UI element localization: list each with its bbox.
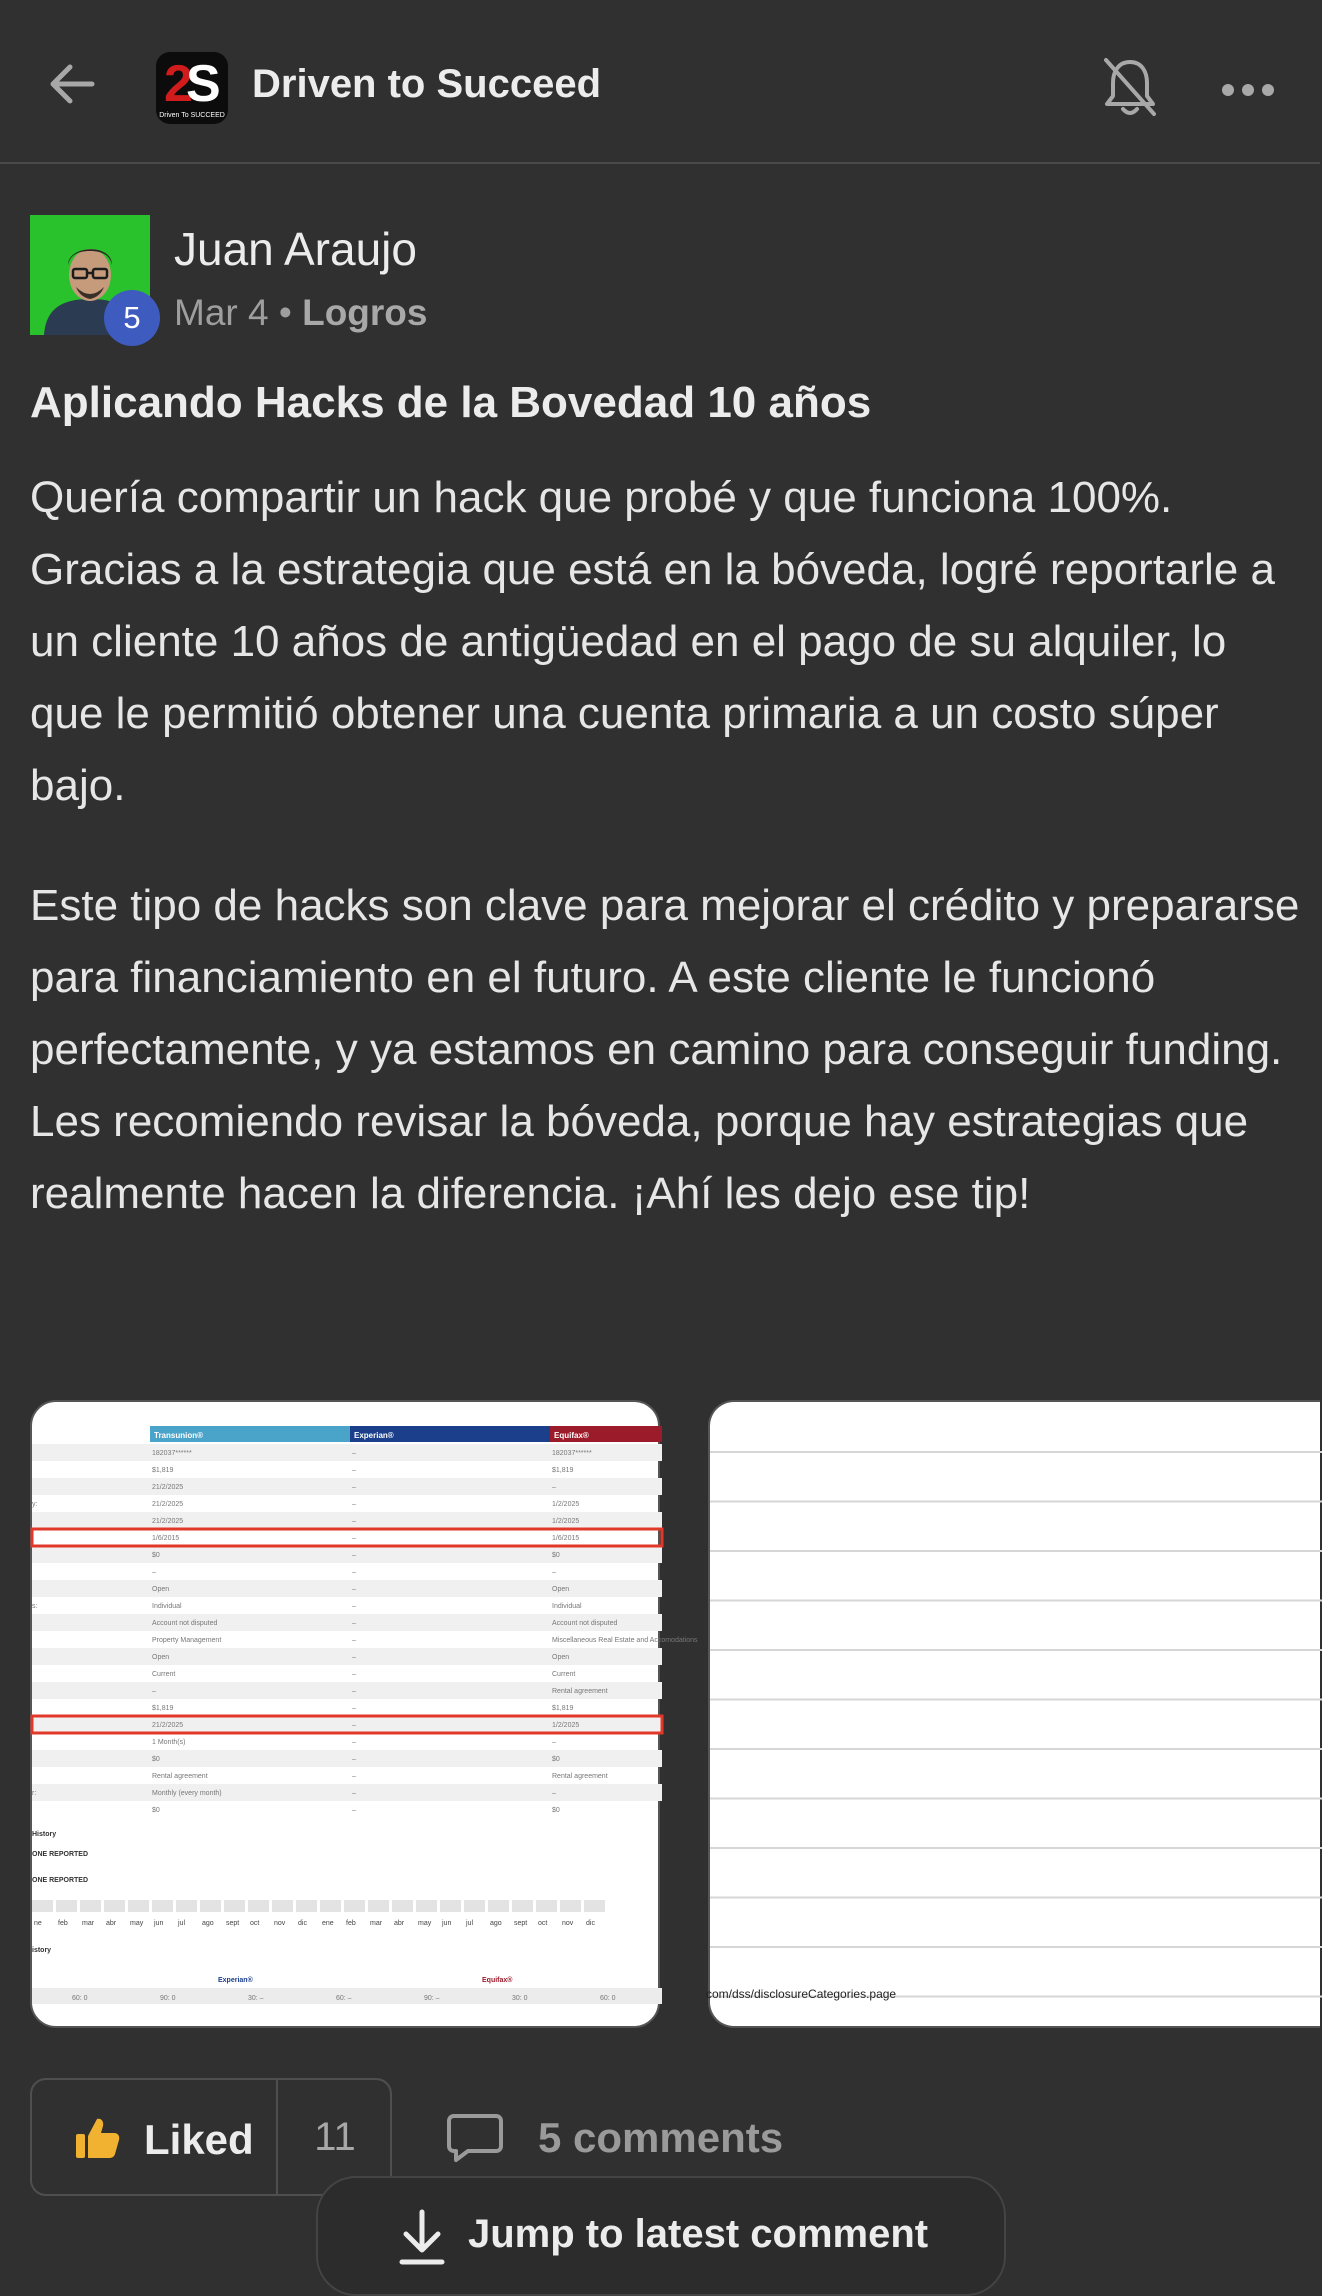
table-cell: $0 bbox=[152, 1552, 160, 1559]
table-cell: – bbox=[352, 1654, 356, 1661]
month-cell bbox=[488, 1900, 509, 1912]
back-button[interactable] bbox=[44, 56, 100, 112]
table-cell: 21/2/2025 bbox=[152, 1484, 184, 1491]
table-cell: – bbox=[552, 1484, 556, 1491]
table-cell: – bbox=[352, 1484, 356, 1491]
table-cell: 60: 0 bbox=[600, 1995, 616, 2002]
group-logo[interactable] bbox=[156, 52, 228, 124]
post-category[interactable]: Logros bbox=[302, 292, 428, 333]
disclosure-url: com/dss/disclosureCategories.page bbox=[706, 1987, 897, 2001]
table-cell: $0 bbox=[152, 1756, 160, 1763]
table-cell: 90: – bbox=[424, 1995, 440, 2002]
jump-label: Jump to latest comment bbox=[468, 2212, 929, 2256]
month-label: ene bbox=[322, 1920, 334, 1927]
table-cell: r: bbox=[32, 1790, 37, 1797]
month-label: feb bbox=[58, 1920, 68, 1927]
meta-separator: • bbox=[268, 292, 303, 333]
notifications-toggle[interactable] bbox=[1100, 56, 1160, 120]
bureau-label: Transunion® bbox=[154, 1431, 204, 1440]
table-cell: Miscellaneous Real Estate and Accomodations bbox=[552, 1637, 698, 1644]
table-cell: Open bbox=[552, 1586, 570, 1593]
table-cell: – bbox=[352, 1637, 356, 1644]
month-cell bbox=[392, 1900, 413, 1912]
section-label: ONE REPORTED bbox=[32, 1877, 89, 1884]
table-cell: Account not disputed bbox=[552, 1620, 618, 1627]
post-paragraph: Quería compartir un hack que probé y que funciona 100%. Gracias a la estrategia que está en la bóveda, logré reportarle a un cliente 10 años de antigüedad en el pago de su alquiler, lo que le permitió obtener una cuenta primaria a un costo súper bajo. bbox=[30, 473, 1275, 810]
month-cell bbox=[56, 1900, 77, 1912]
table-cell: – bbox=[352, 1586, 356, 1593]
table-cell: Rental agreement bbox=[152, 1773, 208, 1780]
month-cell bbox=[200, 1900, 221, 1912]
table-cell: – bbox=[152, 1688, 156, 1695]
month-label: abr bbox=[394, 1920, 405, 1927]
liked-button[interactable] bbox=[32, 2080, 276, 2194]
table-cell: Current bbox=[552, 1671, 576, 1678]
arrow-down-to-line-icon bbox=[394, 2208, 450, 2268]
month-cell bbox=[368, 1900, 389, 1912]
month-cell bbox=[128, 1900, 149, 1912]
table-cell: y: bbox=[32, 1501, 38, 1508]
table-cell: – bbox=[552, 1790, 556, 1797]
table-cell: $1,819 bbox=[552, 1705, 574, 1712]
table-cell: – bbox=[352, 1756, 356, 1763]
table-cell: – bbox=[552, 1569, 556, 1576]
table-cell: $0 bbox=[152, 1807, 160, 1814]
table-cell: 21/2/2025 bbox=[152, 1518, 184, 1525]
table-cell: – bbox=[352, 1450, 356, 1457]
month-label: mar bbox=[370, 1920, 383, 1927]
table-cell: Account not disputed bbox=[152, 1620, 218, 1627]
post-title: Aplicando Hacks de la Bovedad 10 años bbox=[30, 378, 872, 427]
table-cell: 1/6/2015 bbox=[552, 1535, 580, 1542]
legend-label: Experian® bbox=[218, 1977, 253, 1984]
thumbs-up-icon bbox=[74, 2116, 120, 2160]
table-cell: 30: 0 bbox=[512, 1995, 528, 2002]
table-cell: 1 Month(s) bbox=[152, 1739, 186, 1746]
bell-off-icon bbox=[1100, 56, 1160, 120]
post-paragraph: Este tipo de hacks son clave para mejorar el crédito y prepararse para financiamiento en el futuro. A este cliente le funcionó perfectamente, y ya estamos en camino para conseguir funding. bbox=[30, 881, 1300, 1074]
month-cell bbox=[248, 1900, 269, 1912]
post-paragraph: Les recomiendo revisar la bóveda, porque hay estrategias que realmente hacen la diferencia. ¡Ahí les dejo ese tip! bbox=[30, 1097, 1249, 1218]
month-cell bbox=[464, 1900, 485, 1912]
table-cell: – bbox=[352, 1773, 356, 1780]
table-cell: 60: – bbox=[336, 1995, 352, 2002]
table-row-bg bbox=[32, 1546, 662, 1563]
table-row-bg bbox=[32, 1784, 662, 1801]
post-body bbox=[30, 462, 1300, 1230]
table-cell: Property Management bbox=[152, 1637, 222, 1644]
month-label: sept bbox=[514, 1920, 528, 1927]
table-cell: 1/2/2025 bbox=[552, 1501, 580, 1508]
bureau-label: Experian® bbox=[354, 1431, 394, 1440]
table-cell: 30: – bbox=[248, 1995, 264, 2002]
table-cell: Monthly (every month) bbox=[152, 1790, 222, 1797]
month-cell bbox=[80, 1900, 101, 1912]
month-label: jun bbox=[442, 1920, 452, 1927]
like-control bbox=[30, 2078, 392, 2196]
table-cell: – bbox=[352, 1688, 356, 1695]
month-cell bbox=[416, 1900, 437, 1912]
table-row-bg bbox=[32, 1750, 662, 1767]
table-row-bg bbox=[32, 1478, 662, 1495]
group-title[interactable]: Driven to Succeed bbox=[252, 62, 602, 106]
legend-label: Equifax® bbox=[482, 1977, 513, 1984]
table-cell: $0 bbox=[552, 1807, 560, 1814]
table-cell: 1/2/2025 bbox=[552, 1722, 580, 1729]
table-cell: Rental agreement bbox=[552, 1688, 608, 1695]
table-cell: Rental agreement bbox=[552, 1773, 608, 1780]
month-label: dic bbox=[586, 1920, 595, 1927]
month-cell bbox=[344, 1900, 365, 1912]
month-label: oct bbox=[250, 1920, 260, 1927]
table-cell: – bbox=[352, 1739, 356, 1746]
table-cell: – bbox=[352, 1722, 356, 1729]
month-label: may bbox=[418, 1920, 432, 1927]
table-cell: 1/2/2025 bbox=[552, 1518, 580, 1525]
liked-label: Liked bbox=[144, 2116, 254, 2163]
month-label: jul bbox=[466, 1920, 474, 1927]
month-label: ago bbox=[490, 1920, 502, 1927]
top-bar bbox=[0, 0, 1320, 164]
level-badge: 5 bbox=[104, 290, 160, 346]
month-label: mar bbox=[82, 1920, 95, 1927]
table-cell: – bbox=[352, 1501, 356, 1508]
section-label: ONE REPORTED bbox=[32, 1851, 89, 1858]
table-cell: – bbox=[352, 1705, 356, 1712]
month-cell bbox=[512, 1900, 533, 1912]
table-cell: 182037****** bbox=[152, 1450, 192, 1457]
table-cell: – bbox=[352, 1807, 356, 1814]
month-cell bbox=[440, 1900, 461, 1912]
month-label: jun bbox=[154, 1920, 164, 1927]
table-cell: s: bbox=[32, 1603, 38, 1610]
comment-bubble-icon bbox=[446, 2112, 504, 2164]
month-label: nov bbox=[274, 1920, 286, 1927]
month-cell bbox=[104, 1900, 125, 1912]
more-options-button[interactable] bbox=[1218, 70, 1278, 110]
month-label: may bbox=[130, 1920, 144, 1927]
table-cell: 182037****** bbox=[552, 1450, 592, 1457]
table-cell: $0 bbox=[552, 1756, 560, 1763]
jump-to-latest-comment-button[interactable] bbox=[316, 2176, 1006, 2296]
credit-report-table bbox=[32, 1402, 698, 2030]
table-cell: $1,819 bbox=[152, 1467, 174, 1474]
month-cell bbox=[176, 1900, 197, 1912]
month-cell bbox=[320, 1900, 341, 1912]
month-cell bbox=[272, 1900, 293, 1912]
month-label: sept bbox=[226, 1920, 240, 1927]
section-label: istory bbox=[32, 1947, 52, 1954]
bureau-label: Equifax® bbox=[554, 1431, 589, 1440]
logo-caption: Driven To SUCCEED bbox=[159, 112, 225, 119]
month-cell bbox=[536, 1900, 557, 1912]
table-cell: 1/6/2015 bbox=[152, 1535, 180, 1542]
table-cell: Open bbox=[152, 1586, 170, 1593]
month-label: dic bbox=[298, 1920, 307, 1927]
table-cell: – bbox=[352, 1790, 356, 1797]
table-cell: Current bbox=[152, 1671, 176, 1678]
table-cell: Individual bbox=[152, 1603, 182, 1610]
table-cell: – bbox=[352, 1569, 356, 1576]
month-label: abr bbox=[106, 1920, 117, 1927]
like-count[interactable]: 11 bbox=[314, 2115, 356, 2159]
more-horizontal-icon bbox=[1218, 70, 1278, 110]
month-label: ne bbox=[34, 1920, 42, 1927]
table-cell: Open bbox=[152, 1654, 170, 1661]
comments-label: 5 comments bbox=[538, 2114, 784, 2161]
table-cell: $1,819 bbox=[552, 1467, 574, 1474]
month-cell bbox=[584, 1900, 605, 1912]
month-cell bbox=[560, 1900, 581, 1912]
logo-letter: 2 bbox=[164, 55, 193, 113]
month-cell bbox=[152, 1900, 173, 1912]
month-cell bbox=[296, 1900, 317, 1912]
table-cell: – bbox=[352, 1603, 356, 1610]
disclosure-page bbox=[706, 1402, 1322, 2030]
post-meta bbox=[174, 292, 427, 334]
table-cell: 21/2/2025 bbox=[152, 1501, 184, 1508]
table-cell: 60: 0 bbox=[72, 1995, 88, 2002]
table-cell: – bbox=[552, 1739, 556, 1746]
month-cell bbox=[224, 1900, 245, 1912]
table-cell: – bbox=[352, 1535, 356, 1542]
table-cell: – bbox=[152, 1569, 156, 1576]
logo-letter: S bbox=[186, 55, 221, 113]
post-date: Mar 4 bbox=[174, 292, 269, 333]
table-cell: – bbox=[352, 1620, 356, 1627]
table-cell: $0 bbox=[552, 1552, 560, 1559]
month-label: oct bbox=[538, 1920, 548, 1927]
attachment-image-disclosure[interactable] bbox=[708, 1400, 1320, 2028]
month-cell bbox=[32, 1900, 53, 1912]
attachment-image-credit-report[interactable] bbox=[30, 1400, 698, 2028]
table-cell: 90: 0 bbox=[160, 1995, 176, 2002]
author-name[interactable]: Juan Araujo bbox=[174, 223, 417, 275]
month-label: feb bbox=[346, 1920, 356, 1927]
table-cell: – bbox=[352, 1552, 356, 1559]
table-cell: Open bbox=[552, 1654, 570, 1661]
month-label: jul bbox=[178, 1920, 186, 1927]
table-cell: – bbox=[352, 1518, 356, 1525]
month-label: nov bbox=[562, 1920, 574, 1927]
section-label: History bbox=[32, 1831, 57, 1838]
table-cell: 21/2/2025 bbox=[152, 1722, 184, 1729]
table-cell: $1,819 bbox=[152, 1705, 174, 1712]
table-cell: Individual bbox=[552, 1603, 582, 1610]
arrow-left-icon bbox=[44, 56, 100, 112]
month-label: ago bbox=[202, 1920, 214, 1927]
table-cell: – bbox=[352, 1671, 356, 1678]
table-cell: – bbox=[352, 1467, 356, 1474]
